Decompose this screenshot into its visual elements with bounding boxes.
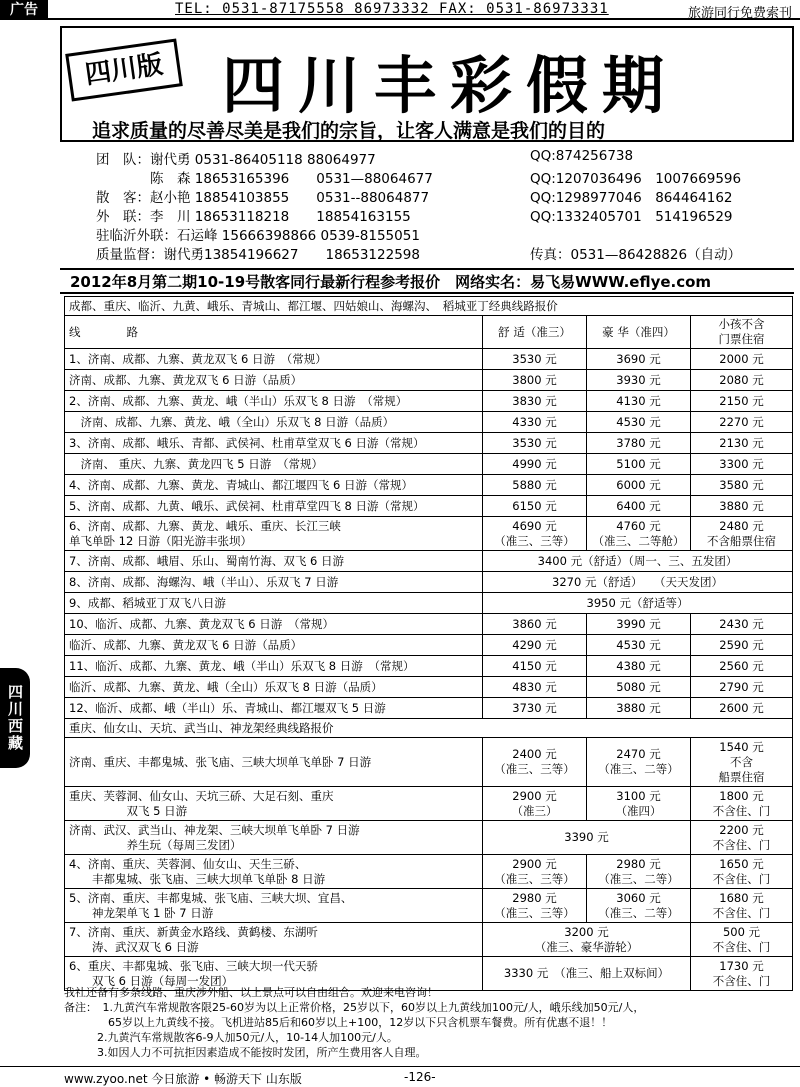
contact-left: 团 队：谢代勇 0531-86405118 88064977 [96, 152, 376, 168]
route-cell: 济南、武汉、武当山、神龙架、三峡大坝单飞单卧 7 日游 养生玩（每周三发团） [65, 821, 483, 855]
price-comfort: 2980 元 （准三、三等） [483, 889, 587, 923]
price-comfort: 4690 元 （准三、三等） [483, 517, 587, 551]
route-cell: 11、临沂、成都、九寨、黄龙、峨（半山）乐双飞 8 日游 （常规） [65, 656, 483, 677]
free-catalog-label: 旅游同行免费索刊 [687, 6, 792, 21]
contact-right: QQ:1207036496 1007669596 [530, 171, 742, 187]
price-merged: 3330 元 （准三、船上双标间） [483, 957, 691, 991]
contact-left: 外 联：李 川 18653118218 18854163155 [96, 209, 411, 225]
price-luxury: 3880 元 [587, 698, 691, 719]
route-cell: 济南、 重庆、九寨、黄龙四飞 5 日游 （常规） [65, 454, 483, 475]
table-row [65, 316, 793, 349]
brand-header [60, 26, 794, 142]
footer-site: www.zyoo.net 今日旅游 • 畅游天下 山东版 [64, 1072, 302, 1086]
price-comfort: 4830 元 [483, 677, 587, 698]
route-cell: 7、济南、成都、峨眉、乐山、蜀南竹海、双飞 6 日游 [65, 551, 483, 572]
price-comfort: 3830 元 [483, 391, 587, 412]
table-row [65, 496, 793, 517]
note-line: 65岁以上九黄线不接。飞机进站85后和60岁以上+100，12岁以下只含机票车餐费。所有优惠不退！！ [64, 1016, 613, 1029]
price-comfort: 2900 元 （准三） [483, 787, 587, 821]
table-row [65, 656, 793, 677]
route-cell: 6、济南、成都、九寨、黄龙、峨乐、重庆、长江三峡 单飞单卧 12 日游（阳光游丰张坝） [65, 517, 483, 551]
slogan: 追求质量的尽善尽美是我们的宗旨，让客人满意是我们的目的 [92, 120, 606, 142]
price-merged: 3200 元 （准三、豪华游轮） [483, 923, 691, 957]
price-comfort: 5880 元 [483, 475, 587, 496]
table-row [65, 593, 793, 614]
price-child: 2150 元 [691, 391, 793, 412]
table-row [65, 738, 793, 787]
price-merged: 3390 元 [483, 821, 691, 855]
price-child: 1540 元 不含 船票住宿 [691, 738, 793, 787]
route-cell: 济南、成都、九寨、黄龙、峨（全山）乐双飞 8 日游（品质） [65, 412, 483, 433]
table-row [65, 855, 793, 889]
note-line: 备注： 1.九黄汽车常规散客限25-60岁为以上正常价格，25岁以下，60岁以上九黄线加100元/人，峨乐线加50元/人， [64, 1001, 645, 1014]
price-comfort: 6150 元 [483, 496, 587, 517]
brand-title: 四川丰彩假期 [222, 49, 679, 122]
price-luxury: 4530 元 [587, 412, 691, 433]
table-row [65, 787, 793, 821]
price-merged: 3400 元（舒适）（周一、三、五发团） [483, 551, 793, 572]
price-merged: 3950 元（舒适等） [483, 593, 793, 614]
price-child: 1650 元 不含住、门 [691, 855, 793, 889]
route-cell: 3、济南、成都、峨乐、青都、武侯祠、杜甫草堂双飞 6 日游（常规） [65, 433, 483, 454]
table-row [65, 635, 793, 656]
route-cell: 6、重庆、丰都鬼城、张飞庙、三峡大坝一代天骄 双飞 6 日游（每周一发团） [65, 957, 483, 991]
price-merged: 3270 元（舒适） （天天发团） [483, 572, 793, 593]
price-child: 1730 元 不含住、门 [691, 957, 793, 991]
price-table-body [65, 297, 793, 991]
contact-left: 质量监督：谢代勇13854196627 18653122598 [96, 247, 420, 263]
tel-fax-line: TEL: 0531-87175558 86973332 FAX: 0531-86973331 [175, 1, 609, 17]
col-header-luxury: 豪 华（准四） [587, 316, 691, 349]
route-cell: 济南、重庆、丰都鬼城、张飞庙、三峡大坝单飞单卧 7 日游 [65, 738, 483, 787]
price-child: 3580 元 [691, 475, 793, 496]
price-child: 2080 元 [691, 370, 793, 391]
contact-left: 驻临沂外联：石运峰 15666398866 0539-8155051 [96, 228, 420, 244]
price-child: 2270 元 [691, 412, 793, 433]
table-row [65, 412, 793, 433]
price-child: 2480 元 不含船票住宿 [691, 517, 793, 551]
price-comfort: 3860 元 [483, 614, 587, 635]
table-row [65, 370, 793, 391]
price-child: 500 元 不含住、门 [691, 923, 793, 957]
price-comfort: 4150 元 [483, 656, 587, 677]
price-luxury: 6400 元 [587, 496, 691, 517]
price-luxury: 4530 元 [587, 635, 691, 656]
contact-list [60, 146, 794, 264]
price-table-wrap [64, 296, 792, 991]
table-row [65, 517, 793, 551]
route-cell: 临沂、成都、九寨、黄龙、峨（全山）乐双飞 8 日游（品质） [65, 677, 483, 698]
route-cell: 8、济南、成都、海螺沟、峨（半山）、乐双飞 7 日游 [65, 572, 483, 593]
price-child: 2600 元 [691, 698, 793, 719]
price-comfort: 4330 元 [483, 412, 587, 433]
price-child: 3880 元 [691, 496, 793, 517]
contact-left: 陈 森 18653165396 0531—88064677 [96, 171, 433, 187]
route-cell: 重庆、芙蓉洞、仙女山、天坑三硚、大足石刻、重庆 双飞 5 日游 [65, 787, 483, 821]
price-comfort: 4990 元 [483, 454, 587, 475]
route-cell: 5、济南、成都、九黄、峨乐、武侯祠、杜甫草堂四飞 8 日游（常规） [65, 496, 483, 517]
route-cell: 1、济南、成都、九寨、黄龙双飞 6 日游 （常规） [65, 349, 483, 370]
price-child: 2000 元 [691, 349, 793, 370]
price-child: 1800 元 不含住、门 [691, 787, 793, 821]
price-child: 2790 元 [691, 677, 793, 698]
price-luxury: 3930 元 [587, 370, 691, 391]
group-title: 成都、重庆、临沂、九黄、峨乐、青城山、都江堰、四姑娘山、海螺沟、 稻城亚丁经典线路报价 [65, 297, 793, 316]
contact-right: QQ:1298977046 864464162 [530, 190, 733, 206]
price-child: 2430 元 [691, 614, 793, 635]
table-row [65, 698, 793, 719]
route-cell: 济南、成都、九寨、黄龙双飞 6 日游（品质） [65, 370, 483, 391]
price-luxury: 4130 元 [587, 391, 691, 412]
price-luxury: 4760 元 （准三、二等舱） [587, 517, 691, 551]
table-row [65, 677, 793, 698]
note-line: 3.如因人力不可抗拒因素造成不能按时发团，所产生费用客人自理。 [64, 1046, 427, 1059]
price-luxury: 3060 元 （准三、二等） [587, 889, 691, 923]
section-header: 2012年8月第二期10-19号散客同行最新行程参考报价 网络实名：易飞易WWW.eflye.com [60, 268, 794, 294]
footer [0, 1066, 800, 1087]
price-luxury: 3780 元 [587, 433, 691, 454]
route-cell: 7、济南、重庆、新黄金水路线、黄鹤楼、东湖听 涛、武汉双飞 6 日游 [65, 923, 483, 957]
table-row [65, 551, 793, 572]
price-luxury: 2470 元 （准三、二等） [587, 738, 691, 787]
price-luxury: 5100 元 [587, 454, 691, 475]
price-luxury: 3100 元 （准四） [587, 787, 691, 821]
contact-left: 散 客：赵小艳 18854103855 0531--88064877 [96, 190, 430, 206]
note-line: 我社还备有多条线路、重庆涉外船、以上景点可以自由组合。欢迎来电咨询！ [64, 986, 438, 999]
table-row [65, 923, 793, 957]
price-comfort: 4290 元 [483, 635, 587, 656]
price-luxury: 4380 元 [587, 656, 691, 677]
price-comfort: 3530 元 [483, 433, 587, 454]
price-child: 2590 元 [691, 635, 793, 656]
price-child: 2560 元 [691, 656, 793, 677]
contact-right: QQ:874256738 [530, 148, 634, 164]
price-table [64, 296, 793, 991]
table-row [65, 572, 793, 593]
price-luxury: 6000 元 [587, 475, 691, 496]
route-cell: 12、临沂、成都、峨（半山）乐、青城山、都江堰双飞 5 日游 [65, 698, 483, 719]
table-row [65, 391, 793, 412]
price-child: 2130 元 [691, 433, 793, 454]
price-child: 1680 元 不含住、门 [691, 889, 793, 923]
route-cell: 10、临沂、成都、九寨、黄龙双飞 6 日游 （常规） [65, 614, 483, 635]
col-header-route: 线 路 [65, 316, 483, 349]
group-title: 重庆、仙女山、天坑、武当山、神龙架经典线路报价 [65, 719, 793, 738]
price-comfort: 2900 元 （准三、三等） [483, 855, 587, 889]
ad-tag: 广告 [0, 0, 48, 20]
route-cell: 4、济南、重庆、芙蓉洞、仙女山、天生三硚、 丰都鬼城、张飞庙、三峡大坝单飞单卧 8 日游 [65, 855, 483, 889]
top-strip [0, 0, 800, 20]
edition-badge: 四川版 [65, 38, 183, 101]
side-tab-sichuan-tibet: 四川西藏 [0, 668, 30, 768]
table-row [65, 454, 793, 475]
table-row [65, 433, 793, 454]
price-luxury: 5080 元 [587, 677, 691, 698]
col-header-child: 小孩不含 门票住宿 [691, 316, 793, 349]
contact-right: QQ:1332405701 514196529 [530, 209, 733, 225]
price-child: 2200 元 不含住、门 [691, 821, 793, 855]
price-luxury: 3690 元 [587, 349, 691, 370]
table-row [65, 297, 793, 316]
page-number: -126- [404, 1070, 436, 1084]
price-child: 3300 元 [691, 454, 793, 475]
price-comfort: 3530 元 [483, 349, 587, 370]
price-comfort: 3800 元 [483, 370, 587, 391]
price-comfort: 3730 元 [483, 698, 587, 719]
price-luxury: 3990 元 [587, 614, 691, 635]
table-row [65, 889, 793, 923]
col-header-comfort: 舒 适（准三） [483, 316, 587, 349]
notes [64, 985, 792, 1060]
route-cell: 9、成都、稻城亚丁双飞八日游 [65, 593, 483, 614]
table-row [65, 614, 793, 635]
table-row [65, 475, 793, 496]
contact-right: 传真：0531—86428826（自动） [530, 247, 742, 263]
note-line: 2.九黄汽车常规散客6-9人加50元/人，10-14人加100元/人。 [64, 1031, 398, 1044]
route-cell: 临沂、成都、九寨、黄龙双飞 6 日游（品质） [65, 635, 483, 656]
price-comfort: 2400 元 （准三、三等） [483, 738, 587, 787]
table-row [65, 349, 793, 370]
table-row [65, 821, 793, 855]
route-cell: 2、济南、成都、九寨、黄龙、峨（半山）乐双飞 8 日游 （常规） [65, 391, 483, 412]
route-cell: 5、济南、重庆、丰都鬼城、张飞庙、三峡大坝、宜昌、 神龙架单飞 1 卧 7 日游 [65, 889, 483, 923]
route-cell: 4、济南、成都、九寨、黄龙、青城山、都江堰四飞 6 日游（常规） [65, 475, 483, 496]
price-luxury: 2980 元 （准三、二等） [587, 855, 691, 889]
table-row [65, 719, 793, 738]
